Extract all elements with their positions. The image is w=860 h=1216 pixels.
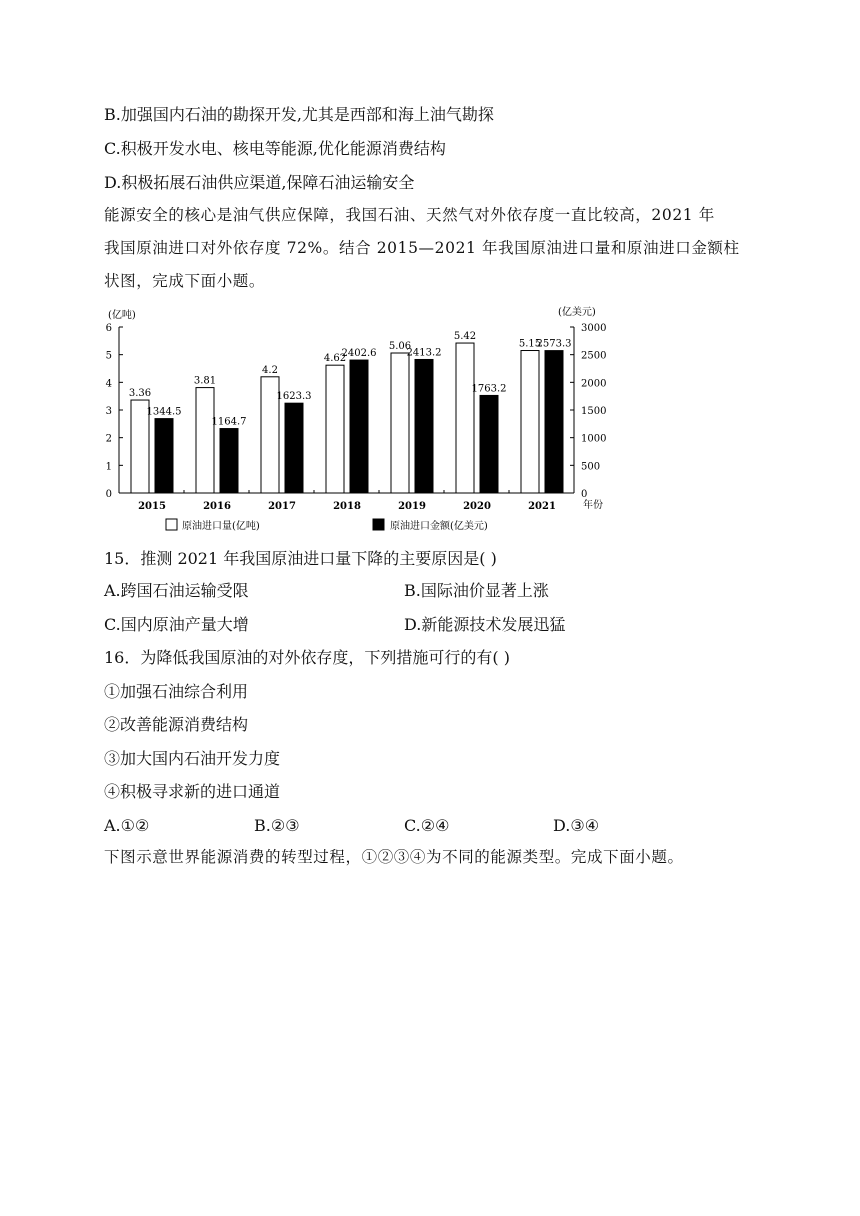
bar-import-value <box>220 429 238 493</box>
legend-label-import-value: 原油进口金额(亿美元) <box>390 521 488 532</box>
bar-import-volume <box>326 365 344 493</box>
data-label-import-volume: 3.81 <box>193 375 217 387</box>
x-tick-label: 2015 <box>138 501 166 512</box>
x-axis-label: 年份 <box>583 500 603 511</box>
next-intro: 下图示意世界能源消费的转型过程，①②③④为不同的能源类型。完成下面小题。 <box>104 848 684 866</box>
left-tick-label: 6 <box>105 323 112 334</box>
data-label-import-volume: 4.2 <box>262 364 278 376</box>
bar-import-volume <box>456 343 474 493</box>
x-tick-label: 2017 <box>268 501 296 512</box>
bar-import-value <box>415 359 433 493</box>
right-tick-label: 1500 <box>581 406 607 417</box>
oil-import-bar-chart <box>96 300 616 540</box>
x-tick-label: 2018 <box>333 501 361 512</box>
prev-option-b: B.加强国内石油的勘探开发,尤其是西部和海上油气勘探 <box>104 105 494 124</box>
q16-option-c[interactable]: C.②④ <box>404 816 450 835</box>
bar-import-volume <box>521 351 539 493</box>
x-tick-label: 2016 <box>203 501 231 512</box>
q15-option-d[interactable]: D.新能源技术发展迅猛 <box>404 615 566 634</box>
legend-swatch-import-volume <box>166 519 177 530</box>
q16-statement-2: ②改善能源消费结构 <box>104 715 249 734</box>
right-tick-label: 2500 <box>581 350 607 362</box>
prev-option-c: C.积极开发水电、核电等能源,优化能源消费结构 <box>104 139 446 158</box>
bar-import-volume <box>391 353 409 493</box>
left-axis-unit: (亿吨) <box>108 310 136 321</box>
left-tick-label: 4 <box>105 378 112 390</box>
left-tick-label: 5 <box>105 350 112 362</box>
q16-statement-4: ④积极寻求新的进口通道 <box>104 782 281 801</box>
x-tick-label: 2021 <box>528 501 556 512</box>
q15-stem: 15．推测 2021 年我国原油进口量下降的主要原因是( ) <box>104 549 497 568</box>
data-label-import-value: 1623.3 <box>276 391 312 403</box>
bar-import-value <box>285 403 303 493</box>
left-tick-label: 0 <box>105 489 112 500</box>
data-label-import-volume: 5.15 <box>518 338 542 350</box>
bar-import-value <box>155 419 173 493</box>
q16-stem: 16．为降低我国原油的对外依存度，下列措施可行的有( ) <box>104 648 510 667</box>
right-tick-label: 2000 <box>581 378 607 390</box>
left-tick-label: 2 <box>105 433 112 445</box>
bar-import-value <box>480 395 498 493</box>
q16-statement-1: ①加强石油综合利用 <box>104 682 249 701</box>
q15-option-a[interactable]: A.跨国石油运输受限 <box>104 581 249 600</box>
q15-option-c[interactable]: C.国内原油产量大增 <box>104 615 249 634</box>
right-tick-label: 3000 <box>581 323 607 334</box>
data-label-import-value: 2573.3 <box>536 338 572 350</box>
right-tick-label: 0 <box>581 489 588 500</box>
data-label-import-volume: 3.36 <box>128 388 152 400</box>
q16-option-b[interactable]: B.②③ <box>254 816 300 835</box>
q15-option-b[interactable]: B.国际油价显著上涨 <box>404 581 549 600</box>
bar-import-value <box>350 360 368 493</box>
intro-paragraph <box>104 199 764 298</box>
data-label-import-value: 2402.6 <box>341 348 377 360</box>
q16-option-d[interactable]: D.③④ <box>553 816 600 835</box>
bar-import-volume <box>196 388 214 493</box>
bar-import-value <box>545 351 563 493</box>
left-tick-label: 1 <box>105 461 112 473</box>
x-tick-label: 2020 <box>463 501 491 512</box>
legend-swatch-import-value <box>373 519 384 530</box>
data-label-import-value: 1763.2 <box>471 383 507 395</box>
data-label-import-volume: 4.62 <box>323 353 347 365</box>
prev-option-d: D.积极拓展石油供应渠道,保障石油运输安全 <box>104 173 415 192</box>
data-label-import-volume: 5.42 <box>453 331 477 343</box>
data-label-import-value: 1344.5 <box>146 406 182 418</box>
right-tick-label: 500 <box>581 461 601 473</box>
intro-line-1: 能源安全的核心是油气供应保障，我国石油、天然气对外依存度一直比较高，2021 年 <box>104 206 715 224</box>
data-label-import-volume: 5.06 <box>388 341 412 353</box>
right-tick-label: 1000 <box>581 433 607 445</box>
intro-line-2: 我国原油进口对外依存度 72%。结合 2015—2021 年我国原油进口量和原油进口金额柱 <box>104 239 740 257</box>
intro-line-3: 状图，完成下面小题。 <box>104 272 266 290</box>
right-axis-unit: (亿美元) <box>558 307 596 318</box>
left-tick-label: 3 <box>105 406 112 417</box>
legend-label-import-volume: 原油进口量(亿吨) <box>182 521 260 532</box>
q16-statement-3: ③加大国内石油开发力度 <box>104 749 281 768</box>
q16-option-a[interactable]: A.①② <box>104 816 150 835</box>
x-tick-label: 2019 <box>398 501 426 512</box>
data-label-import-value: 1164.7 <box>211 416 247 428</box>
data-label-import-value: 2413.2 <box>406 347 442 359</box>
